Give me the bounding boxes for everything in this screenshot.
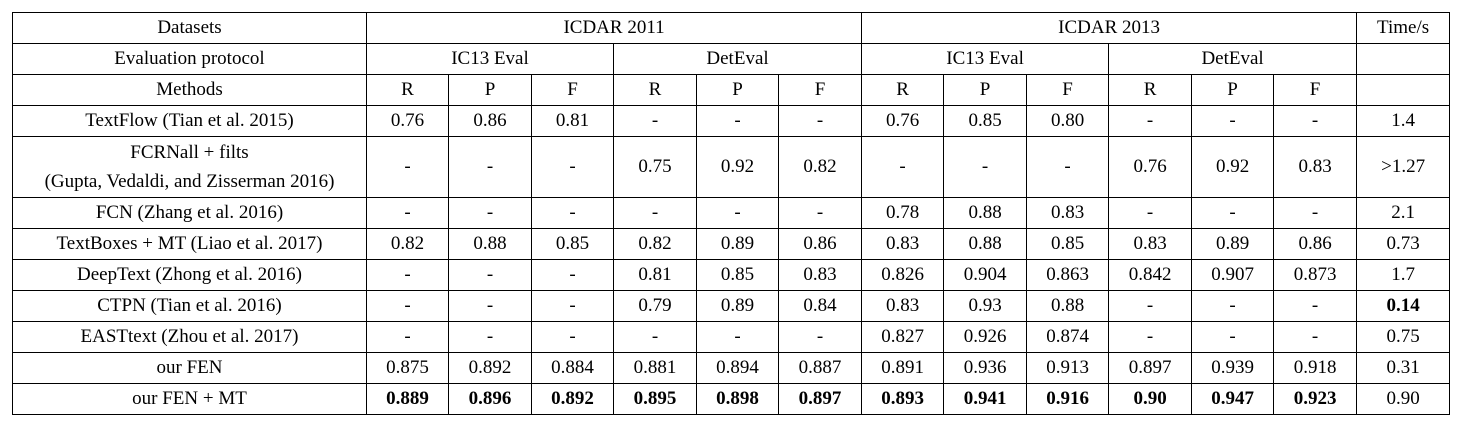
time-cell: >1.27	[1357, 137, 1450, 198]
metric-value-cell: -	[532, 291, 614, 322]
metric-value-cell: -	[944, 137, 1027, 198]
metric-value-cell: 0.873	[1274, 260, 1357, 291]
header-row-datasets	[13, 13, 1450, 44]
table-row	[13, 353, 1450, 384]
metric-value-cell: 0.86	[779, 229, 862, 260]
metric-header: R	[614, 75, 697, 106]
metric-header: P	[944, 75, 1027, 106]
time-blank-cell	[1357, 75, 1450, 106]
metric-value-cell: -	[779, 322, 862, 353]
metric-value-cell: 0.83	[1109, 229, 1192, 260]
metric-value-cell: -	[367, 322, 449, 353]
icdar2011-header: ICDAR 2011	[367, 13, 862, 44]
time-cell: 0.75	[1357, 322, 1450, 353]
metric-value-cell: 0.907	[1192, 260, 1274, 291]
table-row	[13, 106, 1450, 137]
metric-value-cell: 0.85	[944, 106, 1027, 137]
method-name-cell	[13, 384, 367, 415]
method-name-cell	[13, 106, 367, 137]
metric-value-cell: 0.88	[944, 198, 1027, 229]
metric-header: F	[532, 75, 614, 106]
metric-value-cell: 0.82	[367, 229, 449, 260]
metric-value-cell: -	[449, 137, 532, 198]
metric-value-cell: 0.82	[614, 229, 697, 260]
metric-value-cell: 0.89	[697, 291, 779, 322]
metric-value-cell: 0.904	[944, 260, 1027, 291]
metric-value-cell: -	[1274, 322, 1357, 353]
metric-value-cell: -	[1192, 291, 1274, 322]
time-cell: 1.7	[1357, 260, 1450, 291]
metric-header: F	[1027, 75, 1109, 106]
method-name-line: CTPN (Tian et al. 2016)	[97, 295, 282, 316]
metric-value-cell: 0.85	[532, 229, 614, 260]
metric-value-cell: -	[367, 198, 449, 229]
metric-value-cell: 0.81	[614, 260, 697, 291]
metric-value-cell: -	[449, 291, 532, 322]
metric-value-cell: 0.897	[1109, 353, 1192, 384]
metric-value-cell: 0.78	[862, 198, 944, 229]
metric-value-cell: -	[449, 322, 532, 353]
metric-value-cell: 0.80	[1027, 106, 1109, 137]
metric-header: F	[1274, 75, 1357, 106]
metric-value-cell: 0.941	[944, 384, 1027, 415]
metric-value-cell: 0.947	[1192, 384, 1274, 415]
metric-value-cell: 0.89	[1192, 229, 1274, 260]
metric-value-cell: -	[449, 260, 532, 291]
icdar2013-header: ICDAR 2013	[862, 13, 1357, 44]
metric-value-cell: 0.898	[697, 384, 779, 415]
results-table	[12, 12, 1450, 415]
metric-value-cell: 0.893	[862, 384, 944, 415]
metric-header: P	[449, 75, 532, 106]
metric-value-cell: 0.79	[614, 291, 697, 322]
metric-value-cell: 0.863	[1027, 260, 1109, 291]
metric-header: R	[367, 75, 449, 106]
metric-value-cell: 0.827	[862, 322, 944, 353]
metric-value-cell: 0.895	[614, 384, 697, 415]
metric-value-cell: 0.83	[862, 291, 944, 322]
header-row-protocol	[13, 44, 1450, 75]
metric-value-cell: 0.89	[697, 229, 779, 260]
metric-header: P	[697, 75, 779, 106]
metric-value-cell: -	[1192, 322, 1274, 353]
table-row	[13, 260, 1450, 291]
metric-value-cell: -	[532, 322, 614, 353]
method-name-line: TextBoxes + MT (Liao et al. 2017)	[56, 233, 323, 254]
metric-value-cell: 0.75	[614, 137, 697, 198]
metric-value-cell: 0.85	[697, 260, 779, 291]
deteval-2013-header: DetEval	[1109, 44, 1357, 75]
metric-value-cell: 0.76	[367, 106, 449, 137]
time-cell: 2.1	[1357, 198, 1450, 229]
metric-value-cell: 0.896	[449, 384, 532, 415]
time-cell: 0.14	[1357, 291, 1450, 322]
metric-value-cell: 0.88	[944, 229, 1027, 260]
metric-value-cell: -	[532, 198, 614, 229]
ic13-eval-2011-header: IC13 Eval	[367, 44, 614, 75]
metric-value-cell: -	[697, 322, 779, 353]
metric-value-cell: -	[1109, 322, 1192, 353]
metric-value-cell: 0.939	[1192, 353, 1274, 384]
method-name-cell	[13, 353, 367, 384]
metric-value-cell: -	[1274, 198, 1357, 229]
ic13-eval-2013-header: IC13 Eval	[862, 44, 1109, 75]
metric-header: F	[779, 75, 862, 106]
metric-value-cell: 0.894	[697, 353, 779, 384]
metric-value-cell: -	[1109, 198, 1192, 229]
method-name-cell	[13, 322, 367, 353]
metric-value-cell: 0.918	[1274, 353, 1357, 384]
metric-value-cell: -	[1192, 106, 1274, 137]
metric-value-cell: 0.88	[1027, 291, 1109, 322]
method-name-cell	[13, 291, 367, 322]
method-name-line: FCN (Zhang et al. 2016)	[95, 202, 284, 223]
metric-value-cell: 0.85	[1027, 229, 1109, 260]
time-blank-cell	[1357, 44, 1450, 75]
table-row	[13, 229, 1450, 260]
metric-value-cell: 0.889	[367, 384, 449, 415]
metric-value-cell: -	[367, 137, 449, 198]
metric-value-cell: 0.897	[779, 384, 862, 415]
metric-value-cell: 0.76	[1109, 137, 1192, 198]
metric-value-cell: -	[532, 137, 614, 198]
metric-value-cell: -	[1027, 137, 1109, 198]
metric-value-cell: -	[614, 198, 697, 229]
metric-value-cell: 0.76	[862, 106, 944, 137]
metric-value-cell: 0.86	[1274, 229, 1357, 260]
time-cell: 0.73	[1357, 229, 1450, 260]
table-row	[13, 137, 1450, 198]
metric-value-cell: -	[367, 291, 449, 322]
methods-header: Methods	[13, 75, 367, 106]
table-row	[13, 384, 1450, 415]
metric-value-cell: -	[1109, 291, 1192, 322]
metric-value-cell: -	[697, 198, 779, 229]
table-row	[13, 291, 1450, 322]
metric-value-cell: 0.88	[449, 229, 532, 260]
method-name-cell	[13, 137, 367, 198]
method-name-cell	[13, 260, 367, 291]
method-name-line: FCRNall + filts	[130, 142, 249, 163]
metric-value-cell: -	[614, 106, 697, 137]
metric-value-cell: 0.93	[944, 291, 1027, 322]
time-cell: 0.31	[1357, 353, 1450, 384]
table-row	[13, 198, 1450, 229]
metric-value-cell: -	[697, 106, 779, 137]
method-name-line: EASTtext (Zhou et al. 2017)	[80, 326, 299, 347]
time-cell: 0.90	[1357, 384, 1450, 415]
metric-header: R	[862, 75, 944, 106]
metric-value-cell: -	[1109, 106, 1192, 137]
metric-value-cell: 0.826	[862, 260, 944, 291]
metric-value-cell: 0.82	[779, 137, 862, 198]
metric-value-cell: 0.81	[532, 106, 614, 137]
metric-value-cell: 0.83	[862, 229, 944, 260]
metric-value-cell: 0.842	[1109, 260, 1192, 291]
metric-value-cell: 0.887	[779, 353, 862, 384]
metric-value-cell: 0.913	[1027, 353, 1109, 384]
time-header: Time/s	[1357, 13, 1450, 44]
metric-value-cell: -	[1274, 291, 1357, 322]
deteval-2011-header: DetEval	[614, 44, 862, 75]
metric-value-cell: 0.90	[1109, 384, 1192, 415]
method-name-cell	[13, 229, 367, 260]
metric-value-cell: 0.881	[614, 353, 697, 384]
metric-value-cell: 0.892	[532, 384, 614, 415]
metric-value-cell: 0.875	[367, 353, 449, 384]
metric-value-cell: 0.83	[779, 260, 862, 291]
metric-value-cell: 0.926	[944, 322, 1027, 353]
time-cell: 1.4	[1357, 106, 1450, 137]
metric-value-cell: 0.892	[449, 353, 532, 384]
metric-value-cell: 0.923	[1274, 384, 1357, 415]
metric-value-cell: -	[614, 322, 697, 353]
method-name-line: TextFlow (Tian et al. 2015)	[85, 110, 294, 131]
metric-value-cell: 0.83	[1274, 137, 1357, 198]
protocol-header: Evaluation protocol	[13, 44, 367, 75]
metric-value-cell: 0.884	[532, 353, 614, 384]
metric-header: P	[1192, 75, 1274, 106]
metric-value-cell: 0.936	[944, 353, 1027, 384]
metric-value-cell: 0.916	[1027, 384, 1109, 415]
header-row-methods	[13, 75, 1450, 106]
method-name-line: (Gupta, Vedaldi, and Zisserman 2016)	[44, 171, 335, 192]
method-name-line: our FEN	[156, 357, 223, 378]
metric-value-cell: 0.84	[779, 291, 862, 322]
method-name-line: DeepText (Zhong et al. 2016)	[76, 264, 302, 285]
metric-value-cell: -	[367, 260, 449, 291]
metric-value-cell: 0.83	[1027, 198, 1109, 229]
metric-value-cell: 0.92	[697, 137, 779, 198]
metric-value-cell: 0.92	[1192, 137, 1274, 198]
metric-value-cell: 0.891	[862, 353, 944, 384]
method-name-line: our FEN + MT	[132, 388, 247, 409]
datasets-header: Datasets	[13, 13, 367, 44]
metric-value-cell: -	[1274, 106, 1357, 137]
metric-value-cell: -	[779, 198, 862, 229]
metric-value-cell: 0.874	[1027, 322, 1109, 353]
metric-value-cell: -	[862, 137, 944, 198]
metric-value-cell: -	[532, 260, 614, 291]
method-name-cell	[13, 198, 367, 229]
metric-value-cell: 0.86	[449, 106, 532, 137]
metric-header: R	[1109, 75, 1192, 106]
metric-value-cell: -	[1192, 198, 1274, 229]
metric-value-cell: -	[449, 198, 532, 229]
table-row	[13, 322, 1450, 353]
metric-value-cell: -	[779, 106, 862, 137]
